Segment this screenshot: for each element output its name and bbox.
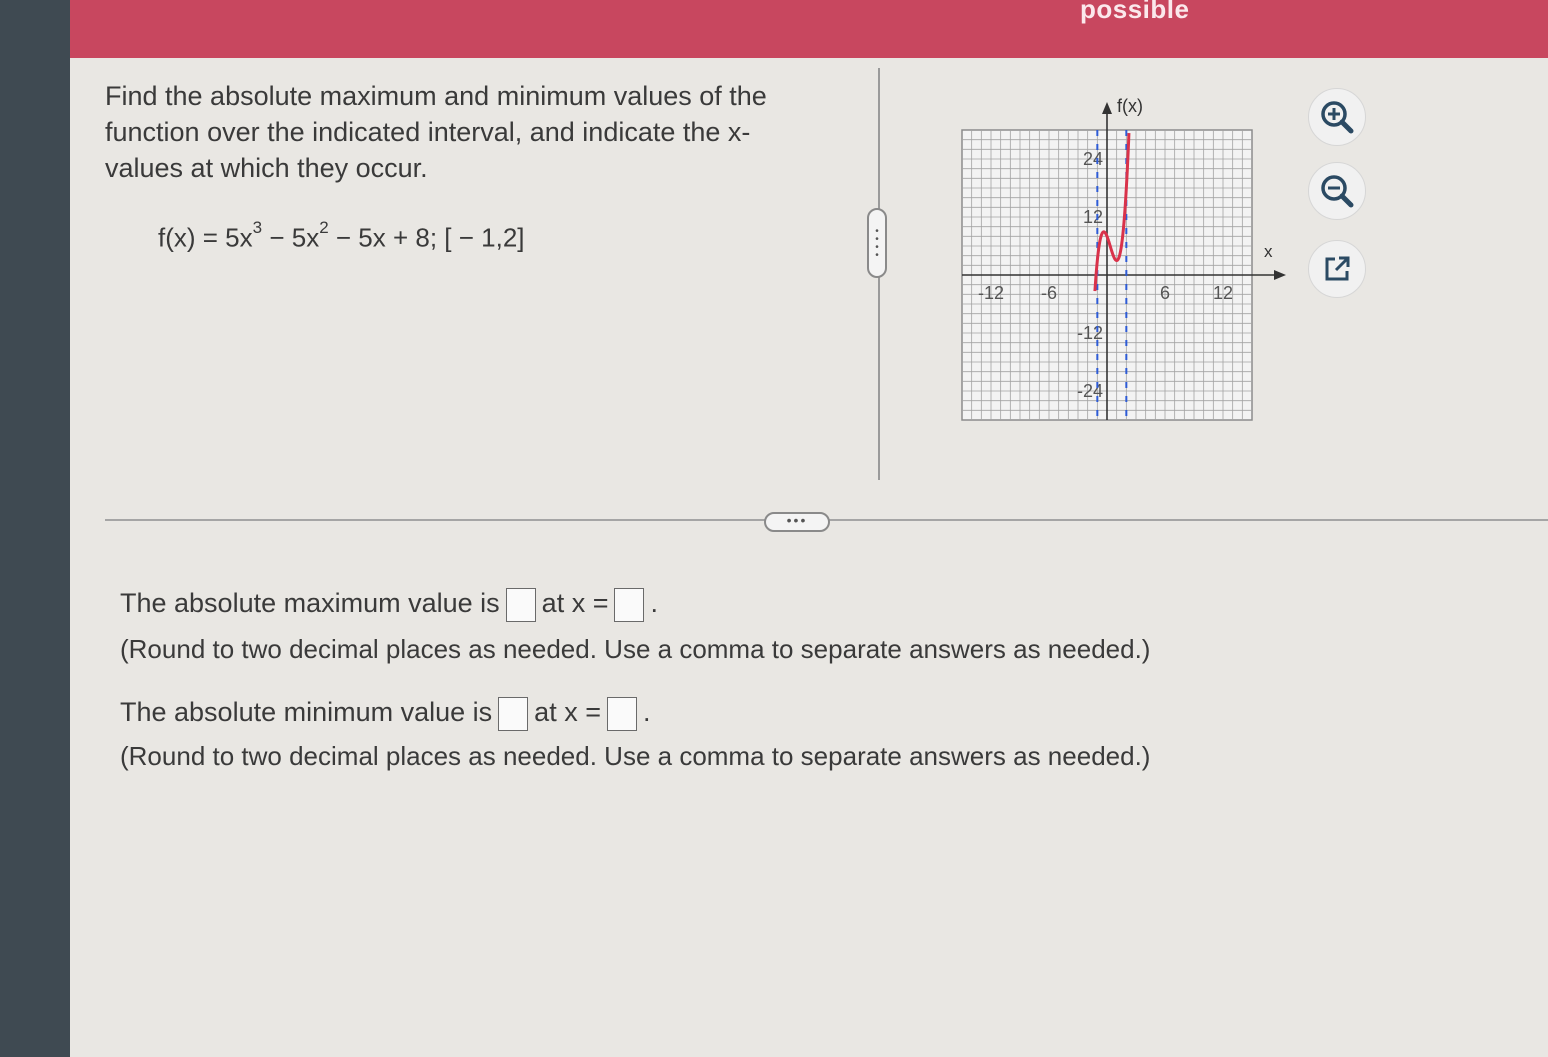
min-prefix: The absolute minimum value is bbox=[120, 697, 493, 728]
exponent-2: 2 bbox=[319, 218, 329, 237]
max-rounding-note: (Round to two decimal places as needed. Use a comma to separate answers as needed.) bbox=[120, 634, 1151, 664]
x-tick-label: -12 bbox=[977, 283, 1005, 303]
max-x-input[interactable] bbox=[614, 588, 644, 622]
function-graph[interactable] bbox=[952, 85, 1312, 445]
function-expression bbox=[158, 218, 525, 254]
handle-dots-icon: • • • • bbox=[875, 226, 879, 261]
header-bar bbox=[70, 0, 1548, 58]
exponent-3: 3 bbox=[252, 218, 263, 237]
external-link-icon bbox=[1309, 241, 1365, 297]
function-rest: − 5x + 8; [ − 1,2] bbox=[328, 222, 525, 253]
x-tick-label: 6 bbox=[1159, 283, 1171, 303]
x-axis-arrow bbox=[1274, 270, 1286, 280]
min-mid: at x = bbox=[534, 697, 601, 728]
y-axis-label: f(x) bbox=[1117, 96, 1143, 116]
zoom-out-button[interactable] bbox=[1308, 162, 1366, 220]
max-suffix: . bbox=[650, 588, 658, 619]
zoom-in-button[interactable] bbox=[1308, 88, 1366, 146]
question-screen bbox=[70, 0, 1548, 1057]
min-value-input[interactable] bbox=[498, 697, 528, 731]
horizontal-resize-handle[interactable]: ••• bbox=[764, 512, 830, 532]
question-prompt: Find the absolute maximum and minimum values of the function over the indicated interval, and indicate the x-values at which they occur. bbox=[105, 81, 767, 183]
min-suffix: . bbox=[642, 697, 651, 728]
y-axis-arrow bbox=[1102, 102, 1112, 114]
zoom-out-icon bbox=[1309, 163, 1365, 219]
y-tick-label: 24 bbox=[1082, 149, 1103, 169]
max-mid: at x = bbox=[541, 588, 609, 619]
min-answer-line bbox=[120, 697, 650, 731]
y-tick-label: -24 bbox=[1076, 381, 1103, 401]
y-tick-label: 12 bbox=[1082, 207, 1103, 227]
max-answer-line bbox=[120, 588, 658, 622]
x-axis-label: x bbox=[1264, 242, 1273, 261]
max-prefix: The absolute maximum value is bbox=[120, 588, 500, 619]
min-x-input[interactable] bbox=[607, 697, 637, 731]
vertical-resize-handle[interactable] bbox=[867, 208, 887, 278]
points-possible-label: possible bbox=[1080, 0, 1190, 24]
x-tick-label: 12 bbox=[1212, 283, 1234, 303]
y-tick-label: -12 bbox=[1076, 323, 1103, 343]
x-tick-label: -6 bbox=[1040, 283, 1058, 303]
max-value-input[interactable] bbox=[506, 588, 536, 622]
min-rounding-note: (Round to two decimal places as needed. Use a comma to separate answers as needed.) bbox=[120, 741, 1151, 771]
zoom-in-icon bbox=[1309, 89, 1365, 145]
popout-button[interactable] bbox=[1308, 240, 1366, 298]
function-lhs: f(x) = 5x bbox=[158, 222, 253, 253]
function-term2: − 5x bbox=[262, 222, 320, 253]
